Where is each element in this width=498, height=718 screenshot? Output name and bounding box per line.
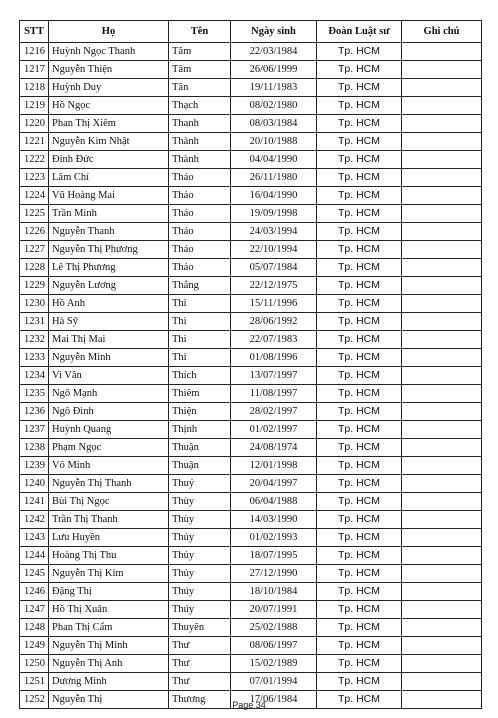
cell-stt: 1224 [20, 187, 49, 205]
cell-ten: Thi [169, 295, 231, 313]
header-ho: Họ [49, 21, 169, 43]
cell-ten: Thiện [169, 403, 231, 421]
table-row [20, 223, 482, 241]
table-row [20, 349, 482, 367]
cell-ho: Huỳnh Duy [49, 79, 169, 97]
cell-ten: Thành [169, 151, 231, 169]
cell-ngay-sinh: 15/02/1989 [231, 655, 317, 673]
cell-ten: Thủy [169, 565, 231, 583]
cell-ghi-chu [402, 421, 482, 439]
cell-doan-luat-su: Tp. HCM [317, 43, 402, 61]
cell-doan-luat-su: Tp. HCM [317, 259, 402, 277]
cell-ghi-chu [402, 367, 482, 385]
cell-ghi-chu [402, 565, 482, 583]
cell-stt: 1233 [20, 349, 49, 367]
cell-ten: Thắng [169, 277, 231, 295]
cell-ngay-sinh: 22/12/1975 [231, 277, 317, 295]
table-row [20, 637, 482, 655]
cell-ten: Thuyên [169, 619, 231, 637]
cell-ten: Thư [169, 655, 231, 673]
cell-ten: Thịnh [169, 421, 231, 439]
cell-ghi-chu [402, 61, 482, 79]
cell-doan-luat-su: Tp. HCM [317, 655, 402, 673]
cell-ghi-chu [402, 151, 482, 169]
cell-doan-luat-su: Tp. HCM [317, 115, 402, 133]
table-row [20, 367, 482, 385]
cell-ten: Thùy [169, 493, 231, 511]
cell-ho: Vi Văn [49, 367, 169, 385]
table-row [20, 475, 482, 493]
cell-ghi-chu [402, 187, 482, 205]
cell-ho: Hồ Ngọc [49, 97, 169, 115]
cell-doan-luat-su: Tp. HCM [317, 511, 402, 529]
cell-ghi-chu [402, 295, 482, 313]
cell-ghi-chu [402, 529, 482, 547]
cell-ho: Đinh Đức [49, 151, 169, 169]
cell-ghi-chu [402, 547, 482, 565]
header-stt: STT [20, 21, 49, 43]
cell-ghi-chu [402, 385, 482, 403]
lawyer-roster-table [19, 20, 482, 709]
cell-ho: Hà Sỹ [49, 313, 169, 331]
cell-stt: 1236 [20, 403, 49, 421]
table-row [20, 115, 482, 133]
table-row [20, 655, 482, 673]
table-row [20, 673, 482, 691]
cell-ten: Thạch [169, 97, 231, 115]
table-row [20, 79, 482, 97]
table-row [20, 187, 482, 205]
header-ghi-chu: Ghi chú [402, 21, 482, 43]
cell-ho: Đặng Thị [49, 583, 169, 601]
cell-doan-luat-su: Tp. HCM [317, 421, 402, 439]
cell-ten: Thủy [169, 529, 231, 547]
cell-ho: Trần Minh [49, 205, 169, 223]
cell-ngay-sinh: 26/06/1999 [231, 61, 317, 79]
cell-ghi-chu [402, 511, 482, 529]
cell-ten: Thủy [169, 547, 231, 565]
cell-ngay-sinh: 01/02/1997 [231, 421, 317, 439]
cell-ten: Thi [169, 331, 231, 349]
cell-ghi-chu [402, 475, 482, 493]
cell-ho: Trần Thị Thanh [49, 511, 169, 529]
cell-ho: Bùi Thị Ngọc [49, 493, 169, 511]
table-row [20, 331, 482, 349]
cell-ho: Dương Minh [49, 673, 169, 691]
cell-ngay-sinh: 19/11/1983 [231, 79, 317, 97]
table-row [20, 619, 482, 637]
table-row [20, 583, 482, 601]
cell-ten: Thảo [169, 205, 231, 223]
cell-ghi-chu [402, 277, 482, 295]
cell-stt: 1250 [20, 655, 49, 673]
cell-ho: Nguyễn Lương [49, 277, 169, 295]
cell-ten: Thảo [169, 223, 231, 241]
cell-ho: Nguyễn Thị Thanh [49, 475, 169, 493]
cell-doan-luat-su: Tp. HCM [317, 151, 402, 169]
cell-doan-luat-su: Tp. HCM [317, 547, 402, 565]
cell-ho: Hoàng Thị Thu [49, 547, 169, 565]
cell-stt: 1221 [20, 133, 49, 151]
cell-ten: Thùy [169, 511, 231, 529]
cell-ngay-sinh: 05/07/1984 [231, 259, 317, 277]
cell-ngay-sinh: 06/04/1988 [231, 493, 317, 511]
cell-ten: Thuý [169, 475, 231, 493]
cell-stt: 1225 [20, 205, 49, 223]
cell-doan-luat-su: Tp. HCM [317, 601, 402, 619]
table-row [20, 277, 482, 295]
cell-ten: Thi [169, 313, 231, 331]
cell-stt: 1234 [20, 367, 49, 385]
cell-ngay-sinh: 26/11/1980 [231, 169, 317, 187]
cell-ngay-sinh: 08/03/1984 [231, 115, 317, 133]
cell-stt: 1252 [20, 691, 49, 709]
header-doan-luat-su: Đoàn Luật sư [317, 21, 402, 43]
cell-ngay-sinh: 01/08/1996 [231, 349, 317, 367]
cell-stt: 1244 [20, 547, 49, 565]
cell-ten: Thương [169, 691, 231, 709]
cell-doan-luat-su: Tp. HCM [317, 187, 402, 205]
table-row [20, 43, 482, 61]
cell-ngay-sinh: 07/01/1994 [231, 673, 317, 691]
cell-doan-luat-su: Tp. HCM [317, 367, 402, 385]
cell-ho: Ngô Đình [49, 403, 169, 421]
cell-ho: Hồ Thị Xuân [49, 601, 169, 619]
table-row [20, 421, 482, 439]
cell-ho: Nguyễn Thị Kim [49, 565, 169, 583]
cell-stt: 1246 [20, 583, 49, 601]
roster-sheet [19, 20, 481, 709]
cell-ho: Nguyễn Thị Anh [49, 655, 169, 673]
cell-ghi-chu [402, 655, 482, 673]
cell-doan-luat-su: Tp. HCM [317, 475, 402, 493]
cell-ngay-sinh: 08/06/1997 [231, 637, 317, 655]
cell-ten: Thuận [169, 439, 231, 457]
table-row [20, 205, 482, 223]
cell-stt: 1228 [20, 259, 49, 277]
cell-doan-luat-su: Tp. HCM [317, 205, 402, 223]
cell-doan-luat-su: Tp. HCM [317, 403, 402, 421]
cell-doan-luat-su: Tp. HCM [317, 637, 402, 655]
cell-stt: 1217 [20, 61, 49, 79]
cell-doan-luat-su: Tp. HCM [317, 673, 402, 691]
cell-ghi-chu [402, 43, 482, 61]
cell-ghi-chu [402, 439, 482, 457]
table-row [20, 457, 482, 475]
cell-ho: Nguyễn Minh [49, 349, 169, 367]
cell-ten: Thảo [169, 241, 231, 259]
cell-ngay-sinh: 19/09/1998 [231, 205, 317, 223]
cell-doan-luat-su: Tp. HCM [317, 529, 402, 547]
cell-stt: 1247 [20, 601, 49, 619]
cell-ngay-sinh: 22/03/1984 [231, 43, 317, 61]
cell-ho: Nguyễn Thị Phương [49, 241, 169, 259]
table-row [20, 547, 482, 565]
cell-ten: Thảo [169, 187, 231, 205]
cell-ghi-chu [402, 637, 482, 655]
cell-doan-luat-su: Tp. HCM [317, 493, 402, 511]
table-row [20, 403, 482, 421]
cell-stt: 1241 [20, 493, 49, 511]
cell-ghi-chu [402, 619, 482, 637]
cell-ngay-sinh: 15/11/1996 [231, 295, 317, 313]
cell-ghi-chu [402, 97, 482, 115]
table-row [20, 529, 482, 547]
cell-stt: 1220 [20, 115, 49, 133]
table-row [20, 493, 482, 511]
cell-ghi-chu [402, 259, 482, 277]
cell-ghi-chu [402, 133, 482, 151]
cell-doan-luat-su: Tp. HCM [317, 133, 402, 151]
cell-stt: 1237 [20, 421, 49, 439]
cell-stt: 1232 [20, 331, 49, 349]
cell-ghi-chu [402, 349, 482, 367]
cell-ho: Nguyễn Thị Minh [49, 637, 169, 655]
table-row [20, 295, 482, 313]
cell-ngay-sinh: 20/07/1991 [231, 601, 317, 619]
cell-ten: Tâm [169, 61, 231, 79]
cell-ho: Ngô Mạnh [49, 385, 169, 403]
cell-ten: Tâm [169, 43, 231, 61]
cell-stt: 1222 [20, 151, 49, 169]
cell-ten: Thích [169, 367, 231, 385]
cell-doan-luat-su: Tp. HCM [317, 169, 402, 187]
table-row [20, 61, 482, 79]
cell-stt: 1245 [20, 565, 49, 583]
cell-stt: 1226 [20, 223, 49, 241]
cell-ten: Thúy [169, 583, 231, 601]
cell-ten: Thiêm [169, 385, 231, 403]
cell-stt: 1248 [20, 619, 49, 637]
cell-ho: Huỳnh Ngọc Thanh [49, 43, 169, 61]
cell-stt: 1235 [20, 385, 49, 403]
cell-ngay-sinh: 20/10/1988 [231, 133, 317, 151]
cell-ten: Thuận [169, 457, 231, 475]
page-number: Page 34 [232, 700, 266, 710]
cell-ghi-chu [402, 205, 482, 223]
cell-ho: Lưu Huyền [49, 529, 169, 547]
cell-ho: Lê Thị Phương [49, 259, 169, 277]
cell-ngay-sinh: 01/02/1993 [231, 529, 317, 547]
cell-ghi-chu [402, 115, 482, 133]
cell-doan-luat-su: Tp. HCM [317, 439, 402, 457]
cell-ngay-sinh: 18/10/1984 [231, 583, 317, 601]
cell-stt: 1249 [20, 637, 49, 655]
cell-ngay-sinh: 22/07/1983 [231, 331, 317, 349]
cell-ho: Nguyễn Thanh [49, 223, 169, 241]
cell-stt: 1216 [20, 43, 49, 61]
cell-ho: Nguyễn Kim Nhật [49, 133, 169, 151]
cell-stt: 1218 [20, 79, 49, 97]
cell-doan-luat-su: Tp. HCM [317, 97, 402, 115]
cell-ngay-sinh: 28/02/1997 [231, 403, 317, 421]
cell-ho: Nguyễn Thiện [49, 61, 169, 79]
cell-ngay-sinh: 14/03/1990 [231, 511, 317, 529]
cell-doan-luat-su: Tp. HCM [317, 691, 402, 709]
cell-ho: Hồ Anh [49, 295, 169, 313]
table-row [20, 313, 482, 331]
cell-ho: Mai Thị Mai [49, 331, 169, 349]
cell-stt: 1239 [20, 457, 49, 475]
cell-ten: Thư [169, 673, 231, 691]
cell-doan-luat-su: Tp. HCM [317, 79, 402, 97]
table-row [20, 241, 482, 259]
cell-stt: 1251 [20, 673, 49, 691]
cell-ghi-chu [402, 583, 482, 601]
cell-stt: 1238 [20, 439, 49, 457]
table-row [20, 97, 482, 115]
cell-ho: Lâm Chí [49, 169, 169, 187]
cell-ngay-sinh: 12/01/1998 [231, 457, 317, 475]
cell-ngay-sinh: 22/10/1994 [231, 241, 317, 259]
cell-ngay-sinh: 16/04/1990 [231, 187, 317, 205]
cell-stt: 1229 [20, 277, 49, 295]
table-row [20, 601, 482, 619]
cell-doan-luat-su: Tp. HCM [317, 457, 402, 475]
cell-stt: 1219 [20, 97, 49, 115]
cell-doan-luat-su: Tp. HCM [317, 385, 402, 403]
cell-ho: Nguyễn Thị [49, 691, 169, 709]
header-row [20, 21, 482, 43]
cell-ngay-sinh: 13/07/1997 [231, 367, 317, 385]
cell-ngay-sinh: 17/06/1984 [231, 691, 317, 709]
cell-doan-luat-su: Tp. HCM [317, 241, 402, 259]
cell-ghi-chu [402, 313, 482, 331]
cell-ten: Tân [169, 79, 231, 97]
cell-ngay-sinh: 24/08/1974 [231, 439, 317, 457]
header-ten: Tên [169, 21, 231, 43]
cell-ghi-chu [402, 673, 482, 691]
cell-ghi-chu [402, 457, 482, 475]
cell-ten: Thảo [169, 169, 231, 187]
cell-ten: Thanh [169, 115, 231, 133]
cell-stt: 1231 [20, 313, 49, 331]
cell-stt: 1223 [20, 169, 49, 187]
table-row [20, 439, 482, 457]
cell-ngay-sinh: 25/02/1988 [231, 619, 317, 637]
cell-ngay-sinh: 27/12/1990 [231, 565, 317, 583]
cell-doan-luat-su: Tp. HCM [317, 313, 402, 331]
table-row [20, 565, 482, 583]
cell-ho: Võ Minh [49, 457, 169, 475]
cell-ho: Phạm Ngọc [49, 439, 169, 457]
cell-stt: 1243 [20, 529, 49, 547]
cell-stt: 1227 [20, 241, 49, 259]
cell-doan-luat-su: Tp. HCM [317, 349, 402, 367]
cell-doan-luat-su: Tp. HCM [317, 619, 402, 637]
cell-stt: 1230 [20, 295, 49, 313]
cell-ngay-sinh: 20/04/1997 [231, 475, 317, 493]
cell-ten: Thành [169, 133, 231, 151]
cell-ghi-chu [402, 169, 482, 187]
cell-stt: 1240 [20, 475, 49, 493]
cell-ten: Thư [169, 637, 231, 655]
table-row [20, 169, 482, 187]
cell-ghi-chu [402, 331, 482, 349]
cell-ghi-chu [402, 223, 482, 241]
cell-ngay-sinh: 08/02/1980 [231, 97, 317, 115]
cell-ghi-chu [402, 601, 482, 619]
cell-ghi-chu [402, 493, 482, 511]
cell-doan-luat-su: Tp. HCM [317, 277, 402, 295]
cell-ngay-sinh: 28/06/1992 [231, 313, 317, 331]
cell-ngay-sinh: 11/08/1997 [231, 385, 317, 403]
cell-ho: Phan Thị Cẩm [49, 619, 169, 637]
cell-ngay-sinh: 18/07/1995 [231, 547, 317, 565]
cell-ten: Thảo [169, 259, 231, 277]
cell-doan-luat-su: Tp. HCM [317, 223, 402, 241]
cell-ghi-chu [402, 79, 482, 97]
table-row [20, 511, 482, 529]
cell-ngay-sinh: 24/03/1994 [231, 223, 317, 241]
cell-stt: 1242 [20, 511, 49, 529]
cell-doan-luat-su: Tp. HCM [317, 295, 402, 313]
cell-ho: Huỳnh Quang [49, 421, 169, 439]
header-ngay-sinh: Ngày sinh [231, 21, 317, 43]
cell-ghi-chu [402, 403, 482, 421]
cell-doan-luat-su: Tp. HCM [317, 583, 402, 601]
cell-ten: Thúy [169, 601, 231, 619]
table-row [20, 259, 482, 277]
cell-ngay-sinh: 04/04/1990 [231, 151, 317, 169]
cell-ho: Phan Thị Xiêm [49, 115, 169, 133]
table-row [20, 133, 482, 151]
table-header [20, 21, 482, 43]
table-row [20, 151, 482, 169]
cell-doan-luat-su: Tp. HCM [317, 565, 402, 583]
cell-ten: Thi [169, 349, 231, 367]
cell-doan-luat-su: Tp. HCM [317, 61, 402, 79]
table-body [20, 43, 482, 709]
cell-doan-luat-su: Tp. HCM [317, 331, 402, 349]
cell-ghi-chu [402, 241, 482, 259]
table-row [20, 385, 482, 403]
cell-ho: Vũ Hoàng Mai [49, 187, 169, 205]
